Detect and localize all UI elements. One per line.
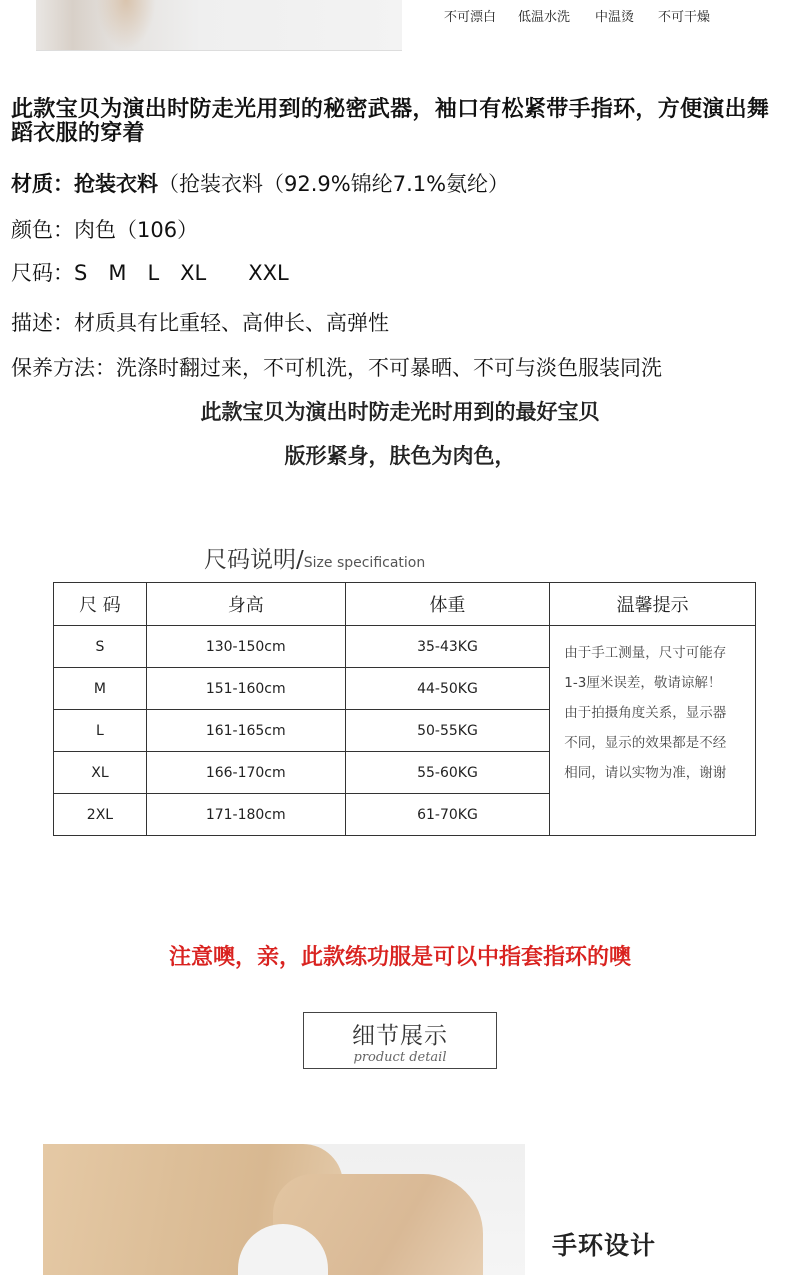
size-chart-title-cn: 尺码说明/ xyxy=(204,547,304,573)
header-height: 身高 xyxy=(146,583,345,626)
tip-line: 不同，显示的效果都是不经 xyxy=(564,735,727,751)
cell-height: 161-165cm xyxy=(146,710,345,752)
cell-height: 171-180cm xyxy=(146,794,345,836)
product-photo-top xyxy=(36,0,402,51)
description-row xyxy=(11,307,389,337)
care-row xyxy=(11,352,662,382)
cell-size: M xyxy=(54,668,147,710)
cell-weight: 50-55KG xyxy=(345,710,550,752)
header-weight: 体重 xyxy=(345,583,550,626)
cell-height: 151-160cm xyxy=(146,668,345,710)
tips-cell xyxy=(550,626,756,836)
care-label: 不可干燥 xyxy=(658,10,711,25)
size-table xyxy=(53,582,756,836)
header-tips: 温馨提示 xyxy=(550,583,756,626)
cell-height: 130-150cm xyxy=(146,626,345,668)
finger-loop-notice: 注意噢，亲，此款练功服是可以中指套指环的噢 xyxy=(168,945,631,970)
size-value: S M L XL XXL xyxy=(74,261,289,285)
cuff-design-label: 手环设计 xyxy=(552,1231,657,1260)
description-value: 材质具有比重轻、高伸长、高弹性 xyxy=(74,311,389,335)
detail-title: 细节展示 xyxy=(352,1023,448,1049)
detail-subtitle: product detail xyxy=(353,1050,447,1065)
color-value: 肉色（106） xyxy=(74,218,199,242)
size-row xyxy=(11,257,289,287)
size-table-header xyxy=(54,583,756,626)
material-value: 抢装衣料 xyxy=(74,172,158,196)
size-chart-subtitle: Size specification xyxy=(303,555,426,571)
care-value: 洗涤时翻过来，不可机洗，不可暴晒、不可与淡色服装同洗 xyxy=(116,356,662,380)
product-headline: 此款宝贝为演出时防走光用到的秘密武器，袖口有松紧带手指环，方便演出舞蹈衣服的穿着 xyxy=(11,97,770,146)
tip-line: 相同，请以实物为准，谢谢 xyxy=(564,765,727,781)
detail-section-header xyxy=(303,1012,497,1069)
cell-weight: 61-70KG xyxy=(345,794,550,836)
highlight-line-2: 版形紧身，肤色为肉色， xyxy=(284,444,516,468)
table-row xyxy=(54,626,756,668)
cell-size: S xyxy=(54,626,147,668)
size-label: 尺码： xyxy=(11,261,74,285)
care-label: 不可漂白 xyxy=(444,10,497,25)
material-row xyxy=(11,168,509,198)
cell-weight: 44-50KG xyxy=(345,668,550,710)
cell-weight: 55-60KG xyxy=(345,752,550,794)
cell-weight: 35-43KG xyxy=(345,626,550,668)
size-chart-title xyxy=(204,541,425,574)
care-label: 低温水洗 xyxy=(518,10,571,25)
material-label: 材质： xyxy=(11,172,74,196)
tip-line: 1-3厘米误差，敬请谅解！ xyxy=(564,675,722,691)
product-photo-cuff xyxy=(43,1144,525,1275)
material-detail: （抢装衣料（92.9%锦纶7.1%氨纶） xyxy=(158,172,510,196)
highlight-line-1: 此款宝贝为演出时防走光时用到的最好宝贝 xyxy=(200,400,600,424)
header-size: 尺 码 xyxy=(54,583,147,626)
tip-line: 由于手工测量，尺寸可能存 xyxy=(564,645,727,661)
description-label: 描述： xyxy=(11,311,74,335)
color-label: 颜色： xyxy=(11,218,74,242)
care-label-text: 保养方法： xyxy=(11,356,116,380)
cell-height: 166-170cm xyxy=(146,752,345,794)
care-label: 中温烫 xyxy=(595,10,635,25)
cell-size: L xyxy=(54,710,147,752)
color-row xyxy=(11,214,198,244)
tip-line: 由于拍摄角度关系，显示器 xyxy=(564,705,727,721)
cell-size: 2XL xyxy=(54,794,147,836)
cell-size: XL xyxy=(54,752,147,794)
